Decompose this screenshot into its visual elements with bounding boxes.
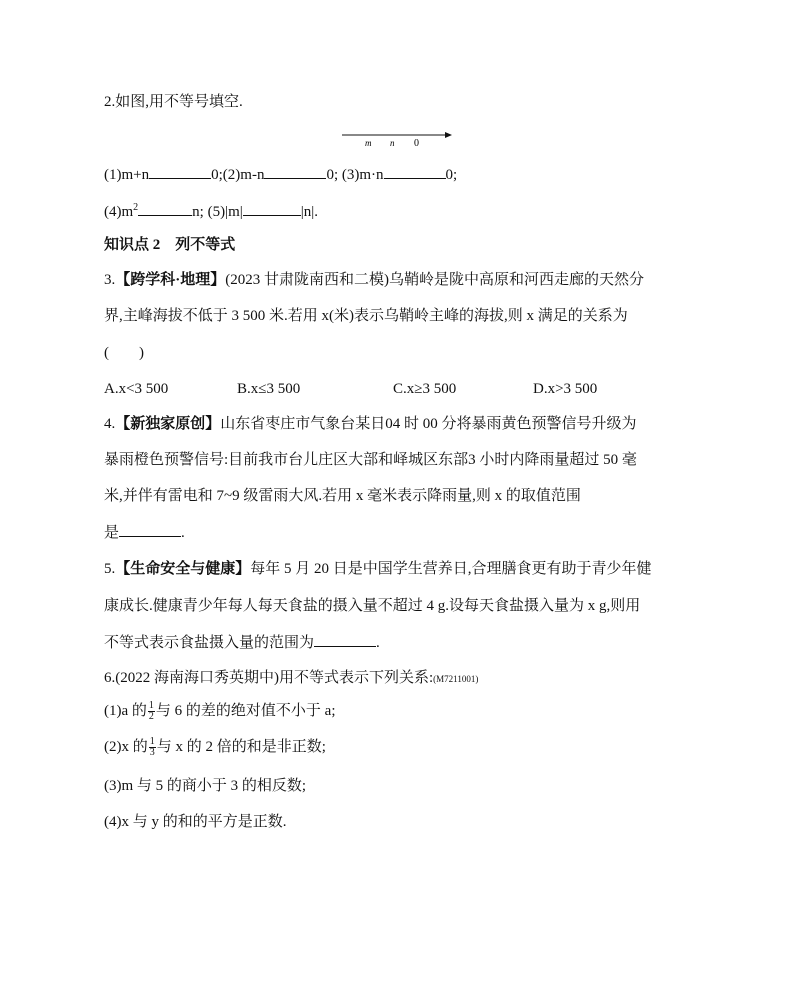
q4-line4: 是 . bbox=[104, 522, 185, 543]
number-line-arrow bbox=[445, 132, 452, 138]
q5-tag: 【生命安全与健康】 bbox=[115, 561, 251, 577]
q4-line2: 暴雨橙色预警信号:目前我市台儿庄区大部和峄城区东部3 小时内降雨量超过 50 毫 bbox=[104, 452, 637, 468]
q2-title: 2.如图,用不等号填空. bbox=[104, 94, 243, 110]
q3-option-c[interactable]: C.x≥3 500 bbox=[393, 381, 457, 397]
q2-line1 bbox=[104, 164, 457, 185]
q2-4-exponent: 2 bbox=[133, 202, 139, 213]
q6-item1: (1)a 的 $\frac{1}{2}$ 与 6 的差的绝对值不小于 a; bbox=[104, 700, 336, 723]
q5-answer-blank[interactable] bbox=[314, 632, 376, 647]
number-line-figure bbox=[340, 128, 456, 150]
answer-blank-1[interactable] bbox=[149, 164, 211, 179]
q4-tag: 【新独家原创】 bbox=[115, 416, 221, 432]
q3-options bbox=[104, 379, 624, 399]
q2-1-text: (1)m+n bbox=[104, 167, 150, 183]
q2-3-end: 0; bbox=[445, 167, 458, 183]
q5-line3: 不等式表示食盐摄入量的范围为 . bbox=[104, 632, 380, 653]
q2-3-text: 0; (3)m·n bbox=[326, 167, 384, 183]
fraction-one-half: $\frac{1}{2}$ bbox=[148, 700, 154, 723]
q6-item3: (3)m 与 5 的商小于 3 的相反数; bbox=[104, 778, 307, 794]
q6-title: 6.(2022 海南海口秀英期中)用不等式表示下列关系:(M7211001) bbox=[104, 670, 479, 686]
q3-answer-paren: ( ) bbox=[104, 345, 144, 361]
q5-line1: 5.【生命安全与健康】每年 5 月 20 日是中国学生营养日,合理膳食更有助于青少年健 bbox=[104, 561, 652, 577]
q6-item4: (4)x 与 y 的和的平方是正数. bbox=[104, 814, 287, 830]
number-line-label-zero: 0 bbox=[414, 138, 419, 149]
q3-tag: 【跨学科·地理】 bbox=[115, 272, 226, 288]
q3-option-d[interactable]: D.x>3 500 bbox=[533, 381, 598, 397]
answer-blank-5[interactable] bbox=[243, 201, 301, 216]
q4-line1: 4.【新独家原创】山东省枣庄市气象台某日04 时 00 分将暴雨黄色预警信号升级为 bbox=[104, 416, 637, 432]
q5-line2: 康成长.健康青少年每人每天食盐的摄入量不超过 4 g.设每天食盐摄入量为 x g,则用 bbox=[104, 598, 641, 614]
q6-code: (M7211001) bbox=[433, 674, 479, 684]
answer-blank-3[interactable] bbox=[384, 164, 446, 179]
q6-item2: (2)x 的 $\frac{1}{3}$ 与 x 的 2 倍的和是非正数; bbox=[104, 736, 326, 759]
q2-4-text: (4)m bbox=[104, 204, 134, 220]
q3-text-1: (2023 甘肃陇南西和二模)乌鞘岭是陇中高原和河西走廊的天然分 bbox=[225, 272, 645, 288]
q3-line2: 界,主峰海拔不低于 3 500 米.若用 x(米)表示乌鞘岭主峰的海拔,则 x 满足的关系为 bbox=[104, 308, 628, 324]
number-line-label-m: m bbox=[365, 138, 372, 148]
q4-text-1: 山东省枣庄市气象台某日04 时 00 分将暴雨黄色预警信号升级为 bbox=[220, 416, 637, 432]
q3-option-b[interactable]: B.x≤3 500 bbox=[237, 381, 301, 397]
answer-blank-4[interactable] bbox=[138, 201, 192, 216]
answer-blank-2[interactable] bbox=[264, 164, 326, 179]
q4-line3: 米,并伴有雷电和 7~9 级雷雨大风.若用 x 毫米表示降雨量,则 x 的取值范围 bbox=[104, 488, 581, 504]
q2-5-text: n; (5)|m| bbox=[192, 204, 243, 220]
q2-5-end: |n|. bbox=[300, 204, 319, 220]
q3-line1: 3.【跨学科·地理】(2023 甘肃陇南西和二模)乌鞘岭是陇中高原和河西走廊的天然分 bbox=[104, 272, 645, 288]
section-heading: 知识点 2 列不等式 bbox=[104, 237, 236, 253]
number-line-label-n: n bbox=[390, 138, 395, 148]
q3-option-a[interactable]: A.x<3 500 bbox=[104, 381, 169, 397]
q2-line2 bbox=[104, 198, 318, 222]
fraction-one-third: $\frac{1}{3}$ bbox=[149, 736, 155, 759]
q4-answer-blank[interactable] bbox=[119, 522, 181, 537]
q2-2-text: 0;(2)m-n bbox=[211, 167, 265, 183]
q5-text-1: 每年 5 月 20 日是中国学生营养日,合理膳食更有助于青少年健 bbox=[250, 561, 652, 577]
